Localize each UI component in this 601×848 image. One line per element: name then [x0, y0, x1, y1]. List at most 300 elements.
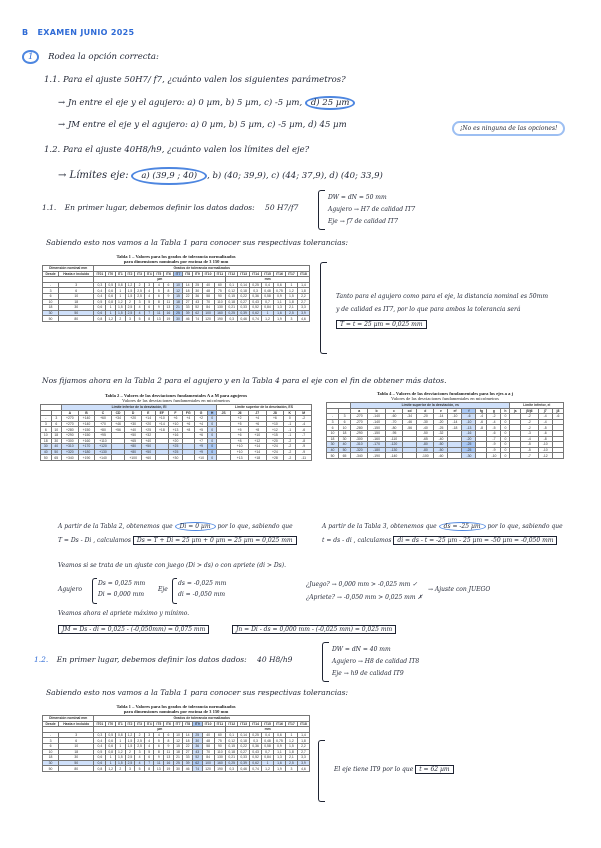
data-brace: [318, 190, 325, 230]
table-cell: -170: [368, 442, 385, 448]
header-dimension: Dimensión nominal mm: [43, 266, 94, 272]
table-cell: 8: [164, 288, 174, 294]
deviation-header: d: [417, 408, 434, 414]
table-cell: 21: [173, 755, 183, 761]
table-cell: 52: [192, 305, 202, 311]
unit-mm: mm: [226, 727, 310, 733]
table-cell: -60: [385, 414, 402, 420]
deviation-header: CD: [111, 410, 125, 416]
table-cell: +15: [266, 432, 284, 438]
derivation-text: por lo que, sabiendo que: [487, 523, 563, 530]
table-body: [43, 732, 310, 771]
table-cell: 0,4: [262, 732, 274, 738]
table-cell: 18: [183, 288, 193, 294]
table-cell: 0,25: [226, 760, 238, 766]
table-cell: 2: [125, 749, 135, 755]
table-cell: 19: [164, 316, 174, 322]
table-cell: +34: [111, 416, 125, 422]
option-lead: → JM entre el eje y el agujero:: [58, 120, 188, 130]
table-cell: +5: [231, 421, 249, 427]
table-cell: 16: [164, 310, 174, 316]
deviation-header: J7: [248, 410, 266, 416]
grade-it12: IT12: [226, 271, 238, 277]
table-cell: 1: [115, 293, 125, 299]
table-cell: 3: [144, 732, 154, 738]
table-cell: 1: [262, 760, 274, 766]
table-cell: 2,5: [125, 310, 135, 316]
grade-header: IT1: [115, 721, 125, 727]
deviation-header: e: [434, 408, 448, 414]
deviation-table-2: [40, 393, 312, 461]
table-cell: 0,62: [250, 310, 262, 316]
grade-header: IT0: [106, 721, 116, 727]
hole-label: Agujero: [58, 586, 82, 593]
table-cell: 4: [144, 743, 154, 749]
table-cell: 3: [125, 766, 135, 772]
table-cell: 0,5: [94, 749, 106, 755]
table-cell: 0,6: [94, 305, 106, 311]
fit-designation: 50 H7/f7: [265, 203, 299, 212]
grade-header: IT9: [192, 721, 202, 727]
table-cell: 1,5: [125, 288, 135, 294]
note-bubble: [452, 121, 565, 136]
hole-brace: [92, 578, 97, 604]
tolerance-result: t = 62 µm: [415, 765, 453, 774]
table-cell: 0,5: [94, 299, 106, 305]
table-cell: -6: [552, 414, 563, 420]
table-cell: 14: [183, 732, 193, 738]
table-cell: 6: [43, 743, 59, 749]
part-1-1-statement: [44, 75, 346, 85]
table-cell: 0: [208, 421, 216, 427]
derivation-text: A partir de la Tabla 3, obtenemos que: [322, 523, 437, 530]
table-cell: 190: [214, 766, 226, 772]
table-cell: 3: [43, 738, 59, 744]
table-cell: +290: [62, 432, 79, 438]
table-cell: +28: [266, 455, 284, 461]
table-cell: 0,25: [226, 310, 238, 316]
table-cell: 4: [144, 293, 154, 299]
table-cell: +180: [78, 449, 95, 455]
table-cell: 190: [214, 316, 226, 322]
shaft-deviations: [178, 578, 226, 600]
table-cell: 5: [154, 738, 164, 744]
table-cell: +60: [141, 455, 155, 461]
max-clearance-result: JM = Ds - di = 0,025 - (-0,050mm) = 0,075 mm: [58, 625, 209, 634]
table-cell: 27: [183, 299, 193, 305]
table-cell: -120: [385, 442, 402, 448]
table-cell: 1,5: [285, 293, 297, 299]
table-cell: +270: [62, 421, 79, 427]
header-desde: Desde: [43, 721, 59, 727]
table-cell: -14: [434, 414, 448, 420]
table-cell: +4: [248, 416, 266, 422]
deviation-header: K: [284, 410, 296, 416]
table-cell: 1,1: [274, 749, 286, 755]
page-header: [22, 28, 134, 37]
table-cell: 1: [115, 288, 125, 294]
table-cell: +150: [78, 432, 95, 438]
table-cell: 1,2: [106, 316, 116, 322]
table-cell: 4: [144, 288, 154, 294]
table-cell: 65: [339, 453, 351, 459]
table-cell: 110: [214, 749, 226, 755]
table-cell: -270: [351, 414, 368, 420]
table-cell: 1,8: [285, 299, 297, 305]
table-cell: 0,18: [226, 299, 238, 305]
grade-it8: IT8: [183, 271, 193, 277]
table-cell: -270: [351, 419, 368, 425]
table-cell: 40: [339, 442, 351, 448]
table-cell: -7: [521, 453, 538, 459]
table-cell: 0,25: [250, 732, 262, 738]
table-cell: +4: [182, 416, 194, 422]
table-cell: 50: [339, 447, 351, 453]
table-cell: 1,9: [274, 766, 286, 772]
table-cell: 2,1: [285, 305, 297, 311]
table-cell: 40: [202, 732, 214, 738]
deviation-header: b: [368, 408, 385, 414]
table-cell: 0,6: [106, 738, 116, 744]
table-cell: -80: [417, 442, 434, 448]
deviation-header: JS: [216, 410, 230, 416]
table-cell: -25: [462, 442, 476, 448]
table-cell: -5: [538, 425, 552, 431]
table-cell: 0,3: [94, 732, 106, 738]
table-cell: 0,27: [238, 749, 250, 755]
table-cell: 0,33: [238, 755, 250, 761]
table-cell: 2: [135, 732, 145, 738]
table-cell: 10: [41, 432, 52, 438]
table-cell: 18: [51, 432, 62, 438]
table-cell: 6: [41, 427, 52, 433]
table-cell: 0,8: [115, 732, 125, 738]
table-cell: -4: [296, 421, 312, 427]
table-cell: 4: [154, 282, 164, 288]
table-cell: 84: [202, 305, 214, 311]
table-cell: 39: [183, 310, 193, 316]
table-cell: 4: [135, 755, 145, 761]
deviation-header: C: [95, 410, 112, 416]
deviation-header: cd: [403, 408, 417, 414]
table-cell: -6: [296, 427, 312, 433]
table-cell: 1,8: [285, 749, 297, 755]
table-cell: 0,6: [94, 755, 106, 761]
table-cell: 160: [214, 310, 226, 316]
table-cell: 0,5: [106, 732, 116, 738]
table-cell: 6: [51, 421, 62, 427]
table-cell: 14: [183, 282, 193, 288]
derivation-text: por lo que, sabiendo que: [217, 523, 293, 530]
table-cell: -1: [284, 427, 296, 433]
table-cell: -5: [521, 447, 538, 453]
table-cell: 3: [285, 766, 297, 772]
table-cell: [182, 455, 194, 461]
table-cell: 3: [51, 416, 62, 422]
table-cell: 50: [43, 316, 59, 322]
table-cell: +320: [62, 449, 79, 455]
data-line: Agujero → H8 de calidad IT8: [332, 658, 420, 665]
table-cell: 0,6: [106, 743, 116, 749]
table-cell: 4: [135, 760, 145, 766]
deviation-header: FG: [182, 410, 194, 416]
table-grid: [42, 265, 310, 322]
table-cell: 30: [43, 760, 59, 766]
table-cell: 18: [173, 749, 183, 755]
deviation-header: M: [296, 410, 312, 416]
option-a-circled: a) (39,9 ; 40): [131, 167, 207, 185]
table-cell: 1: [106, 310, 116, 316]
table-cell: 40: [327, 447, 339, 453]
table-cell: 18: [339, 430, 351, 436]
table-cell: 4: [144, 738, 154, 744]
table-cell: 2: [115, 766, 125, 772]
table-cell: 58: [202, 293, 214, 299]
table-cell: 0,36: [250, 743, 262, 749]
table-cell: +50: [141, 444, 155, 450]
table-cell: 39: [183, 760, 193, 766]
option-lead: → Jn entre el eje y el agujero:: [58, 98, 185, 108]
table-cell: +80: [125, 444, 142, 450]
table-cell: 30: [339, 436, 351, 442]
table-cell: 18: [173, 299, 183, 305]
table-cell: 0,46: [238, 316, 250, 322]
option-d: d) 45 µm: [308, 120, 347, 130]
table-cell: 0,9: [274, 743, 286, 749]
table-title: Tabla 2 – Valores de las desviaciones fundamentales A a M para agujeros: [104, 393, 248, 398]
table-cell: -50: [417, 430, 434, 436]
table-cell: -4: [521, 436, 538, 442]
table-cell: 8: [164, 738, 174, 744]
derivation-text: A partir de la Tabla 2, obtenemos que: [58, 523, 173, 530]
table-cell: 1,8: [297, 288, 309, 294]
table-cell: 0: [208, 416, 216, 422]
deviation-header: A: [62, 410, 79, 416]
table-cell: -2: [521, 414, 538, 420]
solution-intro: En primer lugar, debemos definir los datos dados:: [64, 203, 255, 212]
table-cell: -1: [284, 421, 296, 427]
table-cell: +140: [78, 421, 95, 427]
table-cell: +10: [194, 455, 208, 461]
table-cell: 0,6: [274, 732, 286, 738]
table-cell: -9: [487, 447, 501, 453]
table-cell: 11: [154, 760, 164, 766]
header-upper: Límite superior de la desviación, ES: [216, 405, 311, 411]
table-cell: 2,5: [125, 305, 135, 311]
table-cell: 0,8: [94, 316, 106, 322]
table-cell: [216, 455, 230, 461]
table-cell: 90: [214, 293, 226, 299]
table-cell: -14: [448, 419, 462, 425]
table-cell: +140: [95, 455, 112, 461]
table-cell: 0,12: [226, 288, 238, 294]
data-line: Agujero → H7 de calidad IT7: [328, 206, 416, 213]
table-body: [327, 414, 564, 459]
table-cell: 16: [164, 760, 174, 766]
table-cell: 1,2: [285, 288, 297, 294]
table-cell: 0,74: [250, 766, 262, 772]
clearance-check: ¿Juego? → 0,000 mm > -0,025 mm ✓: [306, 581, 418, 588]
table-cell: 0: [208, 438, 216, 444]
table-cell: -130: [385, 447, 402, 453]
table-cell: 0: [501, 425, 510, 431]
table-cell: +10: [231, 449, 249, 455]
table-cell: +14: [155, 421, 169, 427]
table-cell: +24: [266, 444, 284, 450]
table-cell: 0,6: [274, 282, 286, 288]
table-cell: -6: [462, 414, 476, 420]
table-cell: 43: [192, 299, 202, 305]
data-line: Eje → h9 de calidad IT9: [332, 670, 404, 677]
derivation-text: t = ds - di , calculamos: [322, 537, 392, 544]
table-cell: 10: [59, 743, 94, 749]
table-cell: 2,5: [135, 743, 145, 749]
grade-header: IT10: [202, 721, 214, 727]
grade-header: IT15: [262, 721, 274, 727]
table-cell: 3: [59, 282, 94, 288]
jm-options: → JM entre el eje y el agujero: a) 0 µm, b) 5 µm, c) -5 µm, d) 45 µm: [58, 120, 347, 130]
table-cell: 0,14: [238, 282, 250, 288]
table-cell: 2: [125, 299, 135, 305]
table-cell: -70: [385, 419, 402, 425]
table-cell: -190: [368, 453, 385, 459]
table-cell: 1,5: [125, 738, 135, 744]
table-cell: 0: [501, 430, 510, 436]
header-lower: Límite inferior de la desviación, EI: [62, 405, 217, 411]
table-cell: +60: [95, 416, 112, 422]
table-cell: 0,4: [94, 288, 106, 294]
table-cell: 2,5: [285, 310, 297, 316]
table-cell: 6: [327, 425, 339, 431]
grade-it3: IT3: [135, 271, 145, 277]
table-cell: 1,4: [297, 732, 309, 738]
table-cell: 50: [41, 455, 52, 461]
table-cell: 1,2: [115, 299, 125, 305]
table-cell: 0,18: [226, 749, 238, 755]
table-cell: 0,4: [94, 738, 106, 744]
grade-it17: IT17: [285, 271, 297, 277]
header-group: Grados de tolerancia normalizados: [94, 716, 310, 722]
table-cell: -: [41, 416, 52, 422]
table-cell: 25: [173, 310, 183, 316]
shaft-derivation: [322, 520, 563, 548]
table-cell: -2: [521, 419, 538, 425]
table-cell: 6: [164, 732, 174, 738]
table-cell: 18: [183, 738, 193, 744]
table-cell: -32: [434, 430, 448, 436]
table-cell: +10: [169, 421, 183, 427]
grade-header: IT01: [94, 721, 106, 727]
solution-intro: En primer lugar, debemos definir los datos dados:: [56, 655, 247, 664]
table-cell: +50: [125, 432, 142, 438]
table-cell: -10: [448, 414, 462, 420]
table-cell: +9: [194, 449, 208, 455]
table-cell: 0,43: [250, 299, 262, 305]
table-cell: -1: [284, 432, 296, 438]
table-cell: 2: [115, 316, 125, 322]
table-cell: 33: [183, 755, 193, 761]
table-cell: 1: [285, 732, 297, 738]
table-cell: 6: [144, 755, 154, 761]
table-cell: 0,6: [106, 293, 116, 299]
table-cell: 1,2: [115, 749, 125, 755]
table-cell: -140: [368, 414, 385, 420]
grade-it11: IT11: [214, 271, 226, 277]
table-cell: 65: [51, 455, 62, 461]
table-cell: 50: [43, 766, 59, 772]
table-cell: 8: [154, 299, 164, 305]
grade-header: IT16: [274, 721, 286, 727]
table-cell: +2: [231, 416, 249, 422]
table-cell: 1,9: [274, 316, 286, 322]
table-cell: 0,15: [226, 293, 238, 299]
table-cell: +50: [141, 449, 155, 455]
table-cell: +30: [125, 421, 142, 427]
table-cell: 0,3: [226, 316, 238, 322]
table-cell: 0,3: [94, 282, 106, 288]
table-cell: 0,12: [226, 738, 238, 744]
table-cell: -: [43, 282, 59, 288]
table-cell: 8: [154, 749, 164, 755]
table-cell: 3: [59, 732, 94, 738]
table-cell: +46: [111, 421, 125, 427]
table-cell: 10: [43, 749, 59, 755]
grade-it0: IT0: [106, 271, 116, 277]
table-cell: -10: [538, 447, 552, 453]
fit-question: Veamos si se trata de un ajuste con juego (Di > ds) o con apriete (di > Ds).: [58, 562, 287, 569]
table-cell: -20: [434, 419, 448, 425]
table-cell: -34: [403, 414, 417, 420]
table-cell: 2,7: [297, 749, 309, 755]
option-c: c) (44; 37,9): [271, 171, 325, 181]
tolerance-table-1: [42, 254, 310, 322]
table-cell: 33: [183, 305, 193, 311]
option-d: d) (40; 33,9): [329, 171, 383, 181]
table-cell: 3,3: [297, 755, 309, 761]
table-cell: -80: [417, 447, 434, 453]
table-cell: 0: [501, 436, 510, 442]
table-cell: [155, 455, 169, 461]
option-b: b) (40; 39,9): [212, 171, 266, 181]
grade-header: IT5: [154, 721, 164, 727]
table-cell: 3,3: [297, 305, 309, 311]
table-cell: -56: [403, 425, 417, 431]
table-cell: 0,5: [106, 282, 116, 288]
table-cell: 22: [183, 743, 193, 749]
table-cell: 13: [164, 305, 174, 311]
table-cell: 1,2: [125, 282, 135, 288]
table-cell: 4: [135, 305, 145, 311]
table-cell: +24: [266, 449, 284, 455]
solution-label: 1.1.: [42, 203, 57, 212]
table-cell: +95: [95, 432, 112, 438]
table-cell: -9: [296, 449, 312, 455]
table-cell: -320: [351, 447, 368, 453]
table-cell: -60: [434, 453, 448, 459]
question-number: 1: [22, 50, 39, 64]
table-cell: 11: [164, 299, 174, 305]
table-cell: 18: [59, 749, 94, 755]
table-cell: 70: [202, 749, 214, 755]
table-cell: 110: [214, 299, 226, 305]
tolerance-table-1-copy: [42, 704, 310, 772]
deviation-header: J8: [266, 410, 284, 416]
table-cell: 0,62: [250, 760, 262, 766]
part-label: 1.1.: [44, 75, 61, 85]
table-cell: -7: [296, 432, 312, 438]
table-title: Tabla 1 – Valores para los grados de tolerancia normalizados: [116, 254, 236, 259]
fit-checks: [306, 578, 422, 604]
